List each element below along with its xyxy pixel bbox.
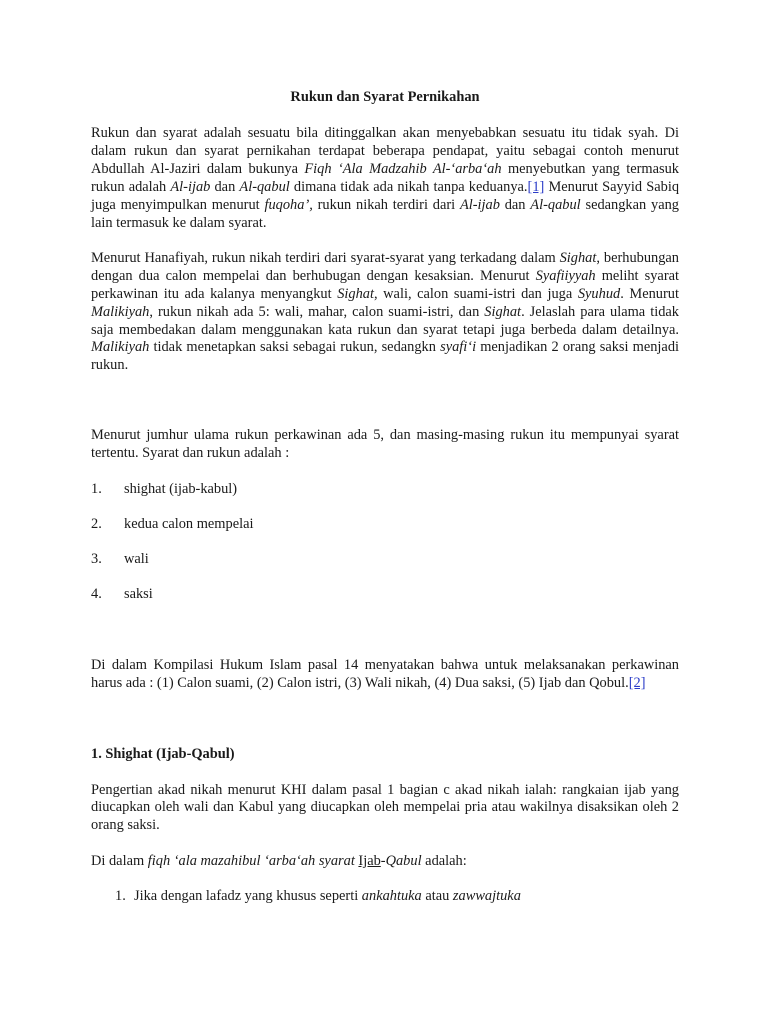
list-number: 1. [91, 480, 102, 497]
text: Menurut Sayyid Sabiq juga menyimpulkan menurut [91, 178, 680, 213]
footnote-link-1[interactable]: [1] [527, 178, 545, 195]
term: Sighat [337, 285, 374, 302]
text: adalah: [421, 852, 467, 869]
paragraph-madhab-opinions [91, 250, 679, 375]
term: Syafiiyyah [535, 267, 596, 284]
book-title: fiqh ‘ala mazahibul ‘arba‘ah syarat [147, 852, 355, 869]
term: Al-qabul [239, 178, 290, 195]
list-item [91, 586, 679, 604]
term: Sighat [559, 249, 597, 266]
book-title: Fiqh ‘Ala Madzahib Al-‘arba‘ah [304, 160, 502, 177]
paragraph-rukun-definition [91, 125, 679, 232]
text: dan [210, 178, 240, 195]
section-heading-shighat: 1. Shighat (Ijab-Qabul) [91, 746, 235, 763]
text: - [380, 852, 386, 869]
footnote-link-2[interactable]: [2] [628, 675, 646, 692]
list-text: wali [124, 551, 149, 568]
text: Di dalam Kompilasi Hukum Islam pasal 14 menyatakan bahwa untuk melaksanakan perkawinan harus ada : (1) Calon suami, (2) Calon istri, (3) Wali nikah, (4) Dua saksi, (5) Ijab dan Qobul. [91, 657, 679, 692]
text: rukun nikah terdiri dari [312, 196, 460, 213]
text: meliht syarat perkawinan itu ada kalanya menyangkut [91, 267, 679, 302]
paragraph-fiqh-syarat [91, 853, 679, 871]
text: Rukun dan syarat adalah sesuatu bila ditinggalkan akan menyebabkan sesuatu itu tidak syah. Di dalam rukun dan syarat pernikahan terdapat beberapa pendapat, yaitu sebagai contoh menurut Abdullah Al-Jaziri dalam bukunya [91, 125, 679, 177]
text: dimana tidak ada nikah tanpa keduanya. [289, 178, 528, 195]
list-text: saksi [124, 586, 153, 603]
text: . Menurut [620, 285, 679, 302]
text: menjadikan 2 orang saksi menjadi rukun. [91, 339, 680, 374]
term: Al-qabul [530, 196, 581, 213]
term: Al-ijab [170, 178, 211, 195]
list-item [91, 551, 679, 569]
term: Qabul [385, 852, 422, 869]
list-number: 1. [115, 888, 126, 905]
list-item [91, 888, 679, 906]
term: Sighat [484, 303, 522, 320]
list-number: 2. [91, 515, 102, 532]
list-text: shighat (ijab-kabul) [124, 480, 238, 497]
paragraph-khi-akad-definition: Pengertian akad nikah menurut KHI dalam pasal 1 bagian c akad nikah ialah: rangkaian ijab yang diucapkan oleh wali dan Kabul yang diucapkan oleh mempelai pria atau wakilnya disaksikan oleh 2 orang saksi. [91, 781, 679, 834]
text: sedangkan yang lain termasuk ke dalam syarat. [91, 196, 679, 231]
text: , wali, calon suami-istri dan juga [373, 285, 578, 302]
paragraph-khi-pasal-14 [91, 657, 679, 693]
syarat-list [91, 888, 679, 906]
term: ankahtuka [361, 888, 422, 905]
paragraph-jumhur: Menurut jumhur ulama rukun perkawinan ada 5, dan masing-masing rukun itu mempunyai syarat tertentu. Syarat dan rukun adalah : [91, 427, 679, 462]
list-text: kedua calon mempelai [124, 515, 254, 532]
text: Jika dengan lafadz yang khusus seperti [134, 888, 362, 905]
text: tidak menetapkan saksi sebagai rukun, sedangkn [149, 339, 441, 356]
underlined-term: Ijab [358, 852, 381, 869]
text: . Jelaslah para ulama tidak saja membedakan dalam menggunakan kata rukun dan syarat tetapi juga berbeda dalam detailnya. [91, 303, 679, 338]
rukun-list [91, 481, 679, 605]
term: zawwajtuka [452, 888, 521, 905]
term: syafi‘i [440, 339, 477, 356]
term: Syuhud [577, 285, 621, 302]
text: , rukun nikah ada 5: wali, mahar, calon suami-istri, dan [149, 303, 485, 320]
document-page [91, 88, 679, 906]
list-item [91, 481, 679, 499]
text: menyebutkan yang termasuk rukun adalah [91, 160, 679, 195]
list-text [134, 888, 521, 906]
list-number: 3. [91, 551, 102, 568]
term: fuqoha’, [264, 196, 313, 213]
text: atau [421, 888, 453, 905]
list-item [91, 516, 679, 534]
text: Menurut Hanafiyah, rukun nikah terdiri dari syarat-syarat yang terkadang dalam [91, 249, 560, 266]
text: Di dalam [91, 852, 148, 869]
term: Malikiyah [91, 339, 150, 356]
term: Malikiyah [91, 303, 150, 320]
term: Al-ijab [459, 196, 500, 213]
text: , berhubungan dengan dua calon mempelai dan berhubugan dengan kesaksian. Menurut [91, 249, 680, 284]
list-number: 4. [91, 586, 102, 603]
document-title: Rukun dan Syarat Pernikahan [290, 89, 480, 105]
text: dan [499, 196, 531, 213]
